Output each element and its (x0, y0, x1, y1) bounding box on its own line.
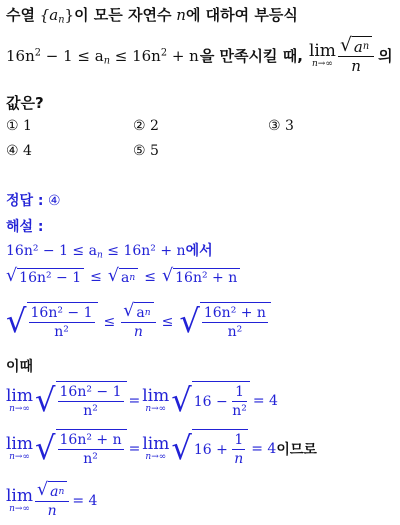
solution-step-1: $16n^2 - 1 \le a_n \le 16n^2 + n$에서 (6, 243, 213, 261)
choice-3[interactable]: ③ 3 (268, 118, 294, 134)
solution-limit-3: lim n→∞ √ a n n = 4 (6, 480, 98, 519)
solution-limit-1: lim n→∞ √ $\frac{\text{16n² − 1}}{\text{n²}}$ = lim n→∞ √ 16 − $\frac{1}{\text{n²}}$ = 4 (6, 381, 278, 420)
question-text: 에 대하여 부등식 (185, 6, 298, 24)
question-text: 의 (378, 47, 393, 65)
choice-2[interactable]: ② 2 (133, 118, 159, 134)
limit-fraction: √ a n n (338, 36, 374, 75)
answer-line (6, 190, 61, 210)
question-text: 이 모든 자연수 (74, 6, 172, 24)
question-text: 을 만족시킬 때, (199, 47, 303, 65)
choice-1[interactable]: ① 1 (6, 118, 32, 134)
limit-operator: lim n→∞ (308, 40, 336, 69)
choice-4[interactable]: ④ 4 (6, 143, 32, 159)
solution-idae: 이때 (6, 359, 34, 375)
question-text: 수열 (6, 6, 35, 24)
inequality: $16n^2 - 1 \le a_n \le 16n^2 + n$ (6, 46, 199, 66)
question-line-2 (6, 36, 393, 75)
solution-step-3: √ $\frac{\text{16n² − 1}}{\text{n²}}$ ≤ √ a n n ≤ √ $\frac{\text{16n² + n}}{\text{n²}}$ (6, 302, 271, 341)
solution-label: 해설 : (6, 219, 44, 235)
solution-step-2: √ 16n² − 1 ≤ √ a n ≤ √ 16n² + n (6, 268, 240, 286)
solution-limit-2: lim n→∞ √ $\frac{\text{16n² + n}}{\text{n²}}$ = lim n→∞ √ 16 + $\frac{1}{n}$ = 4 이므로 (6, 429, 317, 468)
sequence-notation: $\{a_n\}$ (39, 6, 75, 26)
answer-value: ④ (47, 193, 61, 209)
variable-n: n (176, 6, 186, 24)
question-line-1 (6, 4, 298, 25)
choice-5[interactable]: ⑤ 5 (133, 143, 159, 159)
answer-label: 정답 : (6, 193, 44, 209)
question-line-3: 값은? (6, 94, 44, 112)
